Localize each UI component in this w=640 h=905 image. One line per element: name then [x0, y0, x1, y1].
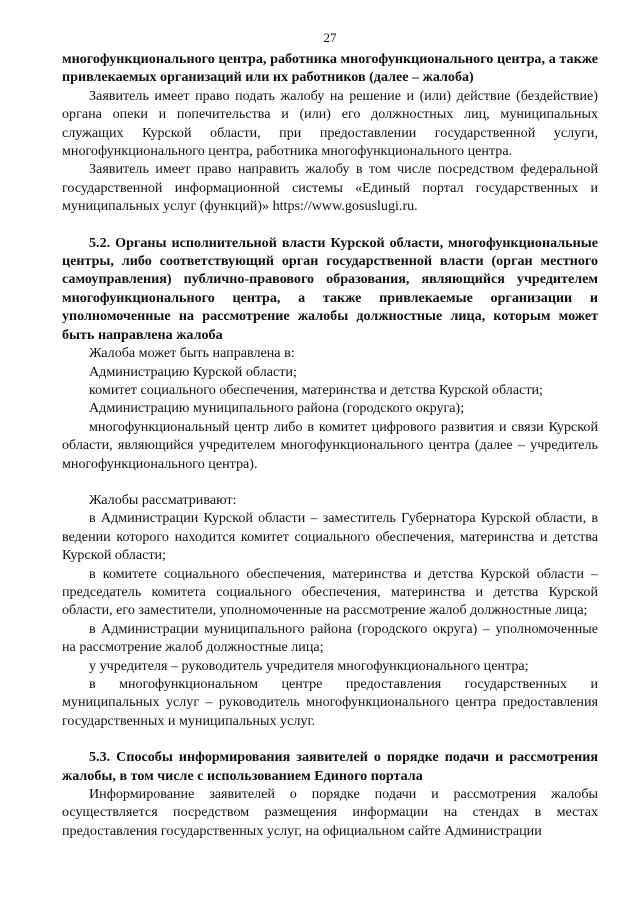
paragraph: Заявитель имеет право подать жалобу на решение и (или) действие (бездействие) органа опеки и попечительства и (или) его должностных лиц, муниципальных служащих Курской области, при предоставлении государственной услуги, многофункционального центра, работника многофункционального центра. [62, 87, 598, 160]
section-heading: 5.3. Способы информирования заявителей о порядке подачи и рассмотрения жалобы, в том числе с использованием Единого портала [62, 749, 598, 784]
paragraph: комитет социального обеспечения, материнства и детства Курской области; [89, 381, 543, 398]
paragraph: Администрацию Курской области; [89, 363, 297, 380]
paragraph: у учредителя – руководитель учредителя многофункционального центра; [89, 657, 529, 674]
paragraph: в многофункциональном центре предоставления государственных и муниципальных услуг – руководитель многофункционального центра предоставления государственных и муниципальных услуг. [62, 676, 598, 729]
paragraph: многофункциональный центр либо в комитет цифрового развития и связи Курской области, являющийся учредителем многофункционального центра (далее – учредитель многофункционального центра). [62, 418, 598, 472]
paragraph: Заявитель имеет право направить жалобу в том числе посредством федеральной государственной информационной системы «Единый портал государственных и муниципальных услуг (функций)» https://www.gosuslugi.ru. [62, 161, 598, 215]
paragraph: Информирование заявителей о порядке подачи и рассмотрения жалобы осуществляется посредством размещения информации на стендах в местах предоставления государственных услуг, на официальном сайте Администрации [62, 786, 598, 839]
paragraph: в Администрации муниципального района (городского округа) – уполномоченные на рассмотрение жалоб должностные лица; [62, 620, 598, 656]
document-body [62, 50, 598, 840]
paragraph-gap [62, 730, 598, 748]
section-heading: 5.2. Органы исполнительной власти Курской области, многофункциональные центры, либо соответствующий орган государственной власти (орган местного самоуправления) публично-правового образования, являющийся учредителем многофункционального центра, а также привлекаемые организации и уполномоченные на рассмотрение жалобы должностные лица, которым может быть направлена жалоба [62, 234, 598, 343]
paragraph: в Администрации Курской области – заместитель Губернатора Курской области, в ведении которого находится комитет социального обеспечения, материнства и детства Курской области; [62, 510, 598, 564]
paragraph: Администрацию муниципального района (городского округа); [89, 400, 465, 417]
paragraph-gap [62, 216, 598, 234]
paragraph: Жалобы рассматривают: [89, 491, 237, 508]
paragraph: Жалоба может быть направлена в: [89, 345, 295, 362]
page-number: 27 [323, 30, 337, 45]
document-page [62, 30, 598, 840]
paragraph: в комитете социального обеспечения, материнства и детства Курской области – председатель комитета социального обеспечения, материнства и детства Курской области, его заместители, уполномоченные на рассмотрение жалоб должностные лица; [62, 565, 598, 619]
section-heading: многофункционального центра, работника многофункционального центра, а также привлекаемых организаций или их работников (далее – жалоба) [62, 51, 598, 86]
paragraph-gap [62, 473, 598, 491]
